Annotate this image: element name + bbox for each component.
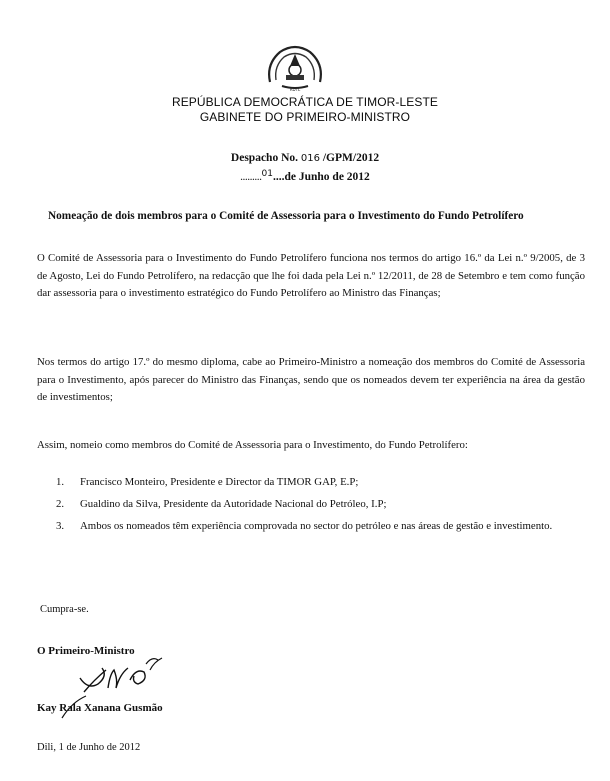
- dispatch-date: [0, 171, 610, 183]
- date-dots: .........: [240, 171, 262, 183]
- republic-heading: REPÚBLICA DEMOCRÁTICA DE TIMOR-LESTE: [171, 95, 439, 109]
- signatory-name: Kay Rala Xanana Gusmão: [37, 702, 163, 714]
- list-item-number: 3.: [56, 520, 65, 532]
- dispatch-number: [0, 152, 610, 164]
- place-date: Dili, 1 de Junho de 2012: [37, 742, 141, 753]
- date-handwritten-day: 01: [261, 169, 273, 179]
- svg-text:RDTL: RDTL: [289, 87, 301, 92]
- dispatch-suffix: /GPM/2012: [322, 152, 380, 164]
- list-item: [56, 496, 586, 513]
- cumpra-se: Cumpra-se.: [40, 604, 89, 615]
- list-item-number: 2.: [56, 498, 65, 510]
- dispatch-handwritten-number: 016: [300, 153, 320, 164]
- national-seal-icon: [262, 42, 328, 92]
- list-item: [56, 518, 586, 535]
- list-item: [56, 474, 586, 491]
- paragraph-1: O Comité de Assessoria para o Investimento do Fundo Petrolífero funciona nos termos do artigo 16.º da Lei n.º 9/2005, de 3 de Agosto, Lei do Fundo Petrolífero, na redacção que lhe foi dada pela Lei n.º 12/2011, de 28 de Setembro e tem como função dar assessoria para o investimento estratégico do Fundo Petrolífero ao Ministro das Finanças;: [37, 252, 585, 299]
- document-title: Nomeação de dois membros para o Comité de Assessoria para o Investimento do Fundo Petrolífero: [48, 210, 524, 222]
- list-item-text: Francisco Monteiro, Presidente e Director da TIMOR GAP, E.P;: [80, 476, 359, 488]
- list-item-text: Gualdino da Silva, Presidente da Autoridade Nacional do Petróleo, I.P;: [80, 498, 387, 510]
- paragraph-3: Assim, nomeio como membros do Comité de Assessoria para o Investimento, do Fundo Petrolífero:: [37, 439, 468, 451]
- office-heading: GABINETE DO PRIMEIRO-MINISTRO: [199, 110, 411, 124]
- signatory-role: O Primeiro-Ministro: [37, 645, 135, 657]
- list-item-text: Ambos os nomeados têm experiência comprovada no sector do petróleo e nas áreas de gestão e investimento.: [80, 520, 553, 532]
- date-rest: ....de Junho de 2012: [273, 171, 370, 183]
- dispatch-label: Despacho No.: [230, 152, 299, 164]
- paragraph-2: Nos termos do artigo 17.º do mesmo diploma, cabe ao Primeiro-Ministro a nomeação dos membros do Comité de Assessoria para o Investimento, após parecer do Ministro das Finanças, sendo que os nomeados devem ter experiência na área da gestão de investimentos;: [37, 356, 585, 403]
- list-item-number: 1.: [56, 476, 65, 488]
- appointees-list: [56, 474, 586, 540]
